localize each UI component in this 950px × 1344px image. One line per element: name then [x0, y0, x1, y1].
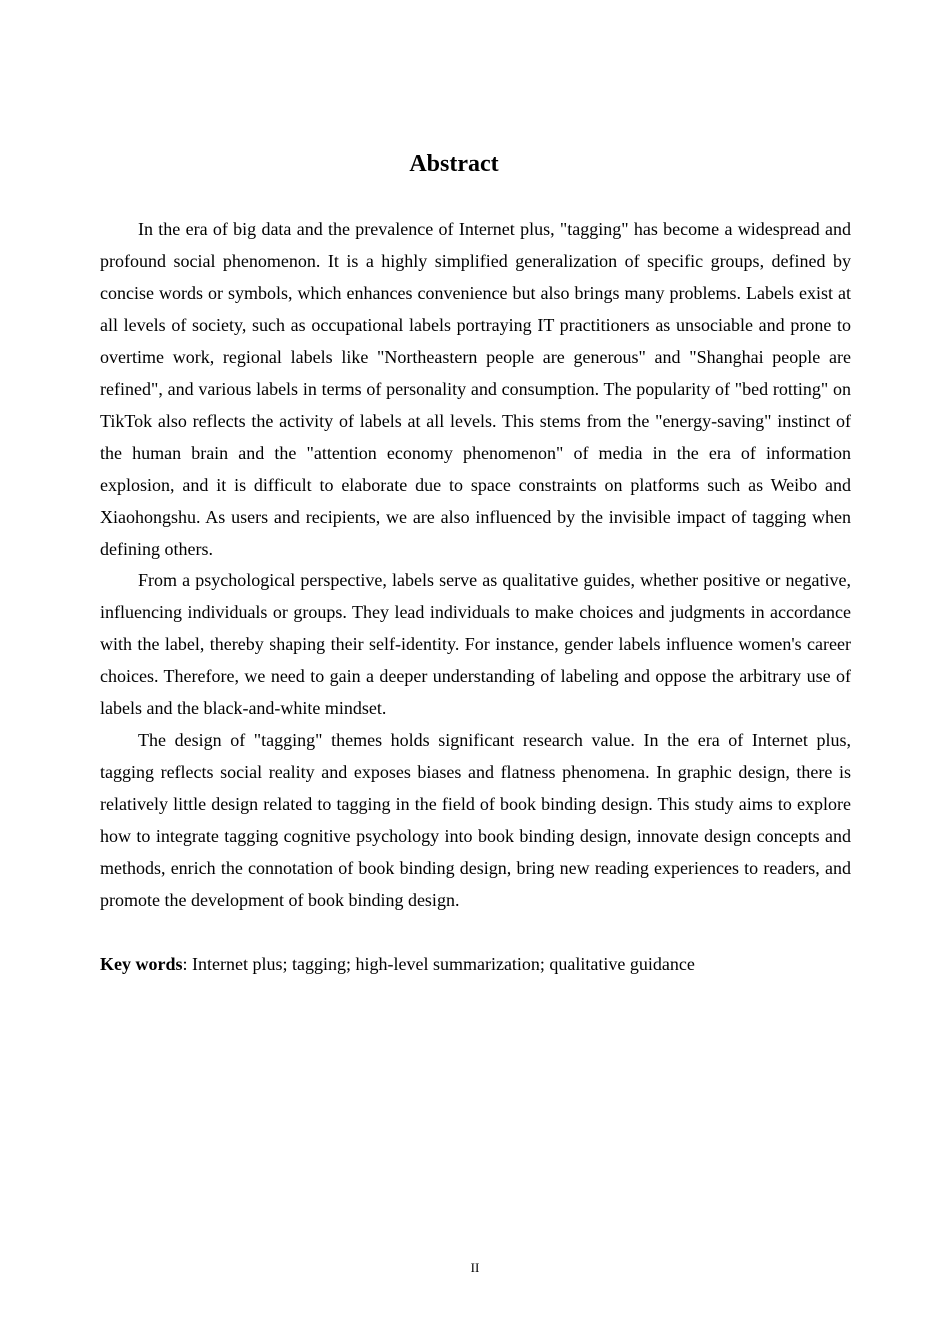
keywords-separator: :: [182, 954, 193, 974]
page-number: II: [470, 1260, 480, 1275]
abstract-paragraph-2: From a psychological perspective, labels serve as qualitative guides, whether positive or negative, influencing individuals or groups. They lead individuals to make choices and judgments in accordance with the label, thereby shaping their self-identity. For instance, gender labels influence women's career choices. Therefore, we need to gain a deeper understanding of labeling and oppose the arbitrary use of labels and the black-and-white mindset.: [100, 570, 851, 719]
keywords-line: [100, 948, 851, 980]
abstract-title: Abstract: [409, 151, 499, 177]
abstract-paragraph-3: The design of "tagging" themes holds significant research value. In the era of Internet plus, tagging reflects social reality and exposes biases and flatness phenomena. In graphic design, there is relatively little design related to tagging in the field of book binding design. This study aims to explore how to integrate tagging cognitive psychology into book binding design, innovate design concepts and methods, enrich the connotation of book binding design, bring new reading experiences to readers, and promote the development of book binding design.: [100, 730, 851, 911]
keywords-label: Key words: [100, 954, 183, 974]
abstract-body: [100, 214, 851, 917]
keywords-text: Internet plus; tagging; high-level summarization; qualitative guidance: [192, 954, 695, 974]
abstract-paragraph-1: In the era of big data and the prevalence of Internet plus, "tagging" has become a widespread and profound social phenomenon. It is a highly simplified generalization of specific groups, defined by concise words or symbols, which enhances convenience but also brings many problems. Labels exist at all levels of society, such as occupational labels portraying IT practitioners as unsociable and prone to overtime work, regional labels like "Northeastern people are generous" and "Shanghai people are refined", and various labels in terms of personality and consumption. The popularity of "bed rotting" on TikTok also reflects the activity of labels at all levels. This stems from the "energy-saving" instinct of the human brain and the "attention economy phenomenon" of media in the era of information explosion, and it is difficult to elaborate due to space constraints on platforms such as Weibo and Xiaohongshu. As users and recipients, we are also influenced by the invisible impact of tagging when defining others.: [100, 219, 851, 559]
